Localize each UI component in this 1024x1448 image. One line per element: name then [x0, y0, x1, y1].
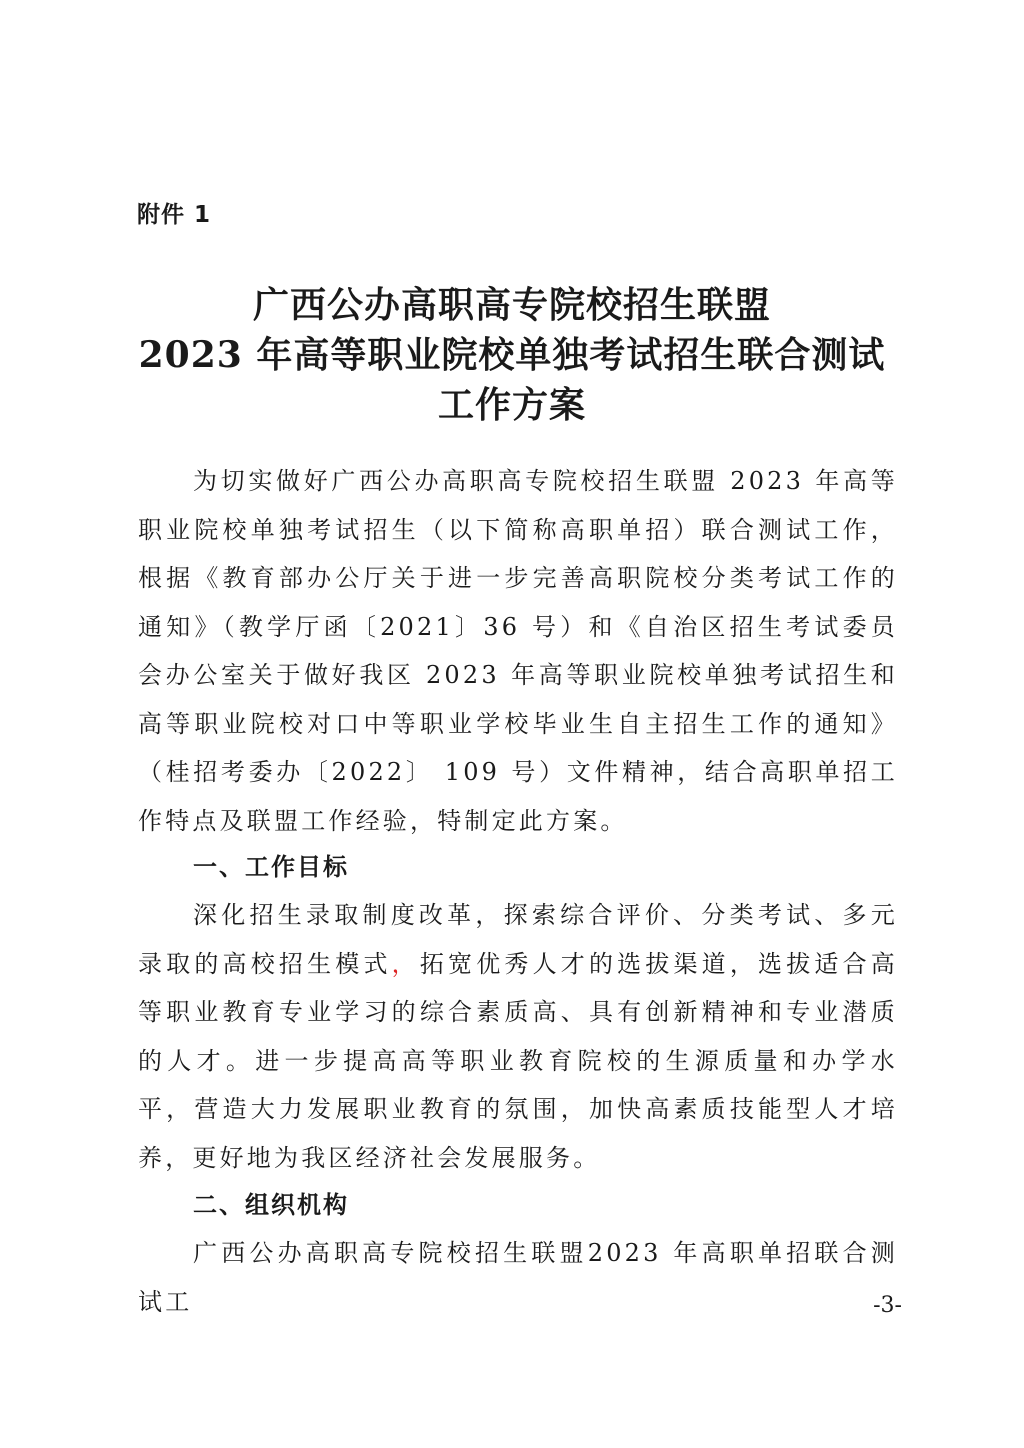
section-2-paragraph: 广西公办高职高专院校招生联盟2023 年高职单招联合测试工	[138, 1239, 898, 1316]
red-comma-mark: ，	[391, 949, 420, 978]
intro-paragraph: 为切实做好广西公办高职高专院校招生联盟 2023 年高等职业院校单独考试招生（以下简称高职单招）联合测试工作，根据《教育部办公厅关于进一步完善高职院校分类考试工作的通知》（教学厅函〔2021〕36 号）和《自治区招生考试委员会办公室关于做好我区 2023 年高等职业院校单独考试招生和高等职业院校对口中等职业学校毕业生自主招生工作的通知》（桂招考委办〔2022〕 109 号）文件精神，结合高职单招工作特点及联盟工作经验，特制定此方案。	[138, 467, 898, 835]
section-2-body	[138, 1229, 898, 1326]
section-1-paragraph-part-b: 拓宽优秀人才的选拔渠道，选拔适合高等职业教育专业学习的综合素质高、具有创新精神和专业潜质的人才。进一步提高高等职业教育院校的生源质量和办学水平，营造大力发展职业教育的氛围，加快高素质技能型人才培养，更好地为我区经济社会发展服务。	[138, 949, 898, 1172]
section-1-body	[138, 891, 898, 1182]
page-number: -3-	[873, 1293, 902, 1318]
section-1-heading-block	[138, 843, 898, 892]
title-line-3: 工作方案	[437, 384, 586, 426]
title-line-2: 2023 年高等职业院校单独考试招生联合测试	[138, 334, 886, 376]
document-title	[0, 280, 1024, 430]
section-1-paragraph-part-a: 深化招生录取制度改革，探索综合评价、分类考试、多元录取的高校招生模式	[138, 901, 898, 978]
intro-section	[138, 457, 898, 845]
section-1-heading: 一、工作目标	[193, 853, 349, 881]
section-2-heading-block	[138, 1181, 898, 1230]
title-line-1: 广西公办高职高专院校招生联盟	[252, 284, 771, 326]
section-1-paragraph	[138, 891, 898, 1182]
section-2-heading: 二、组织机构	[193, 1191, 349, 1219]
attachment-label: 附件 1	[137, 202, 212, 228]
